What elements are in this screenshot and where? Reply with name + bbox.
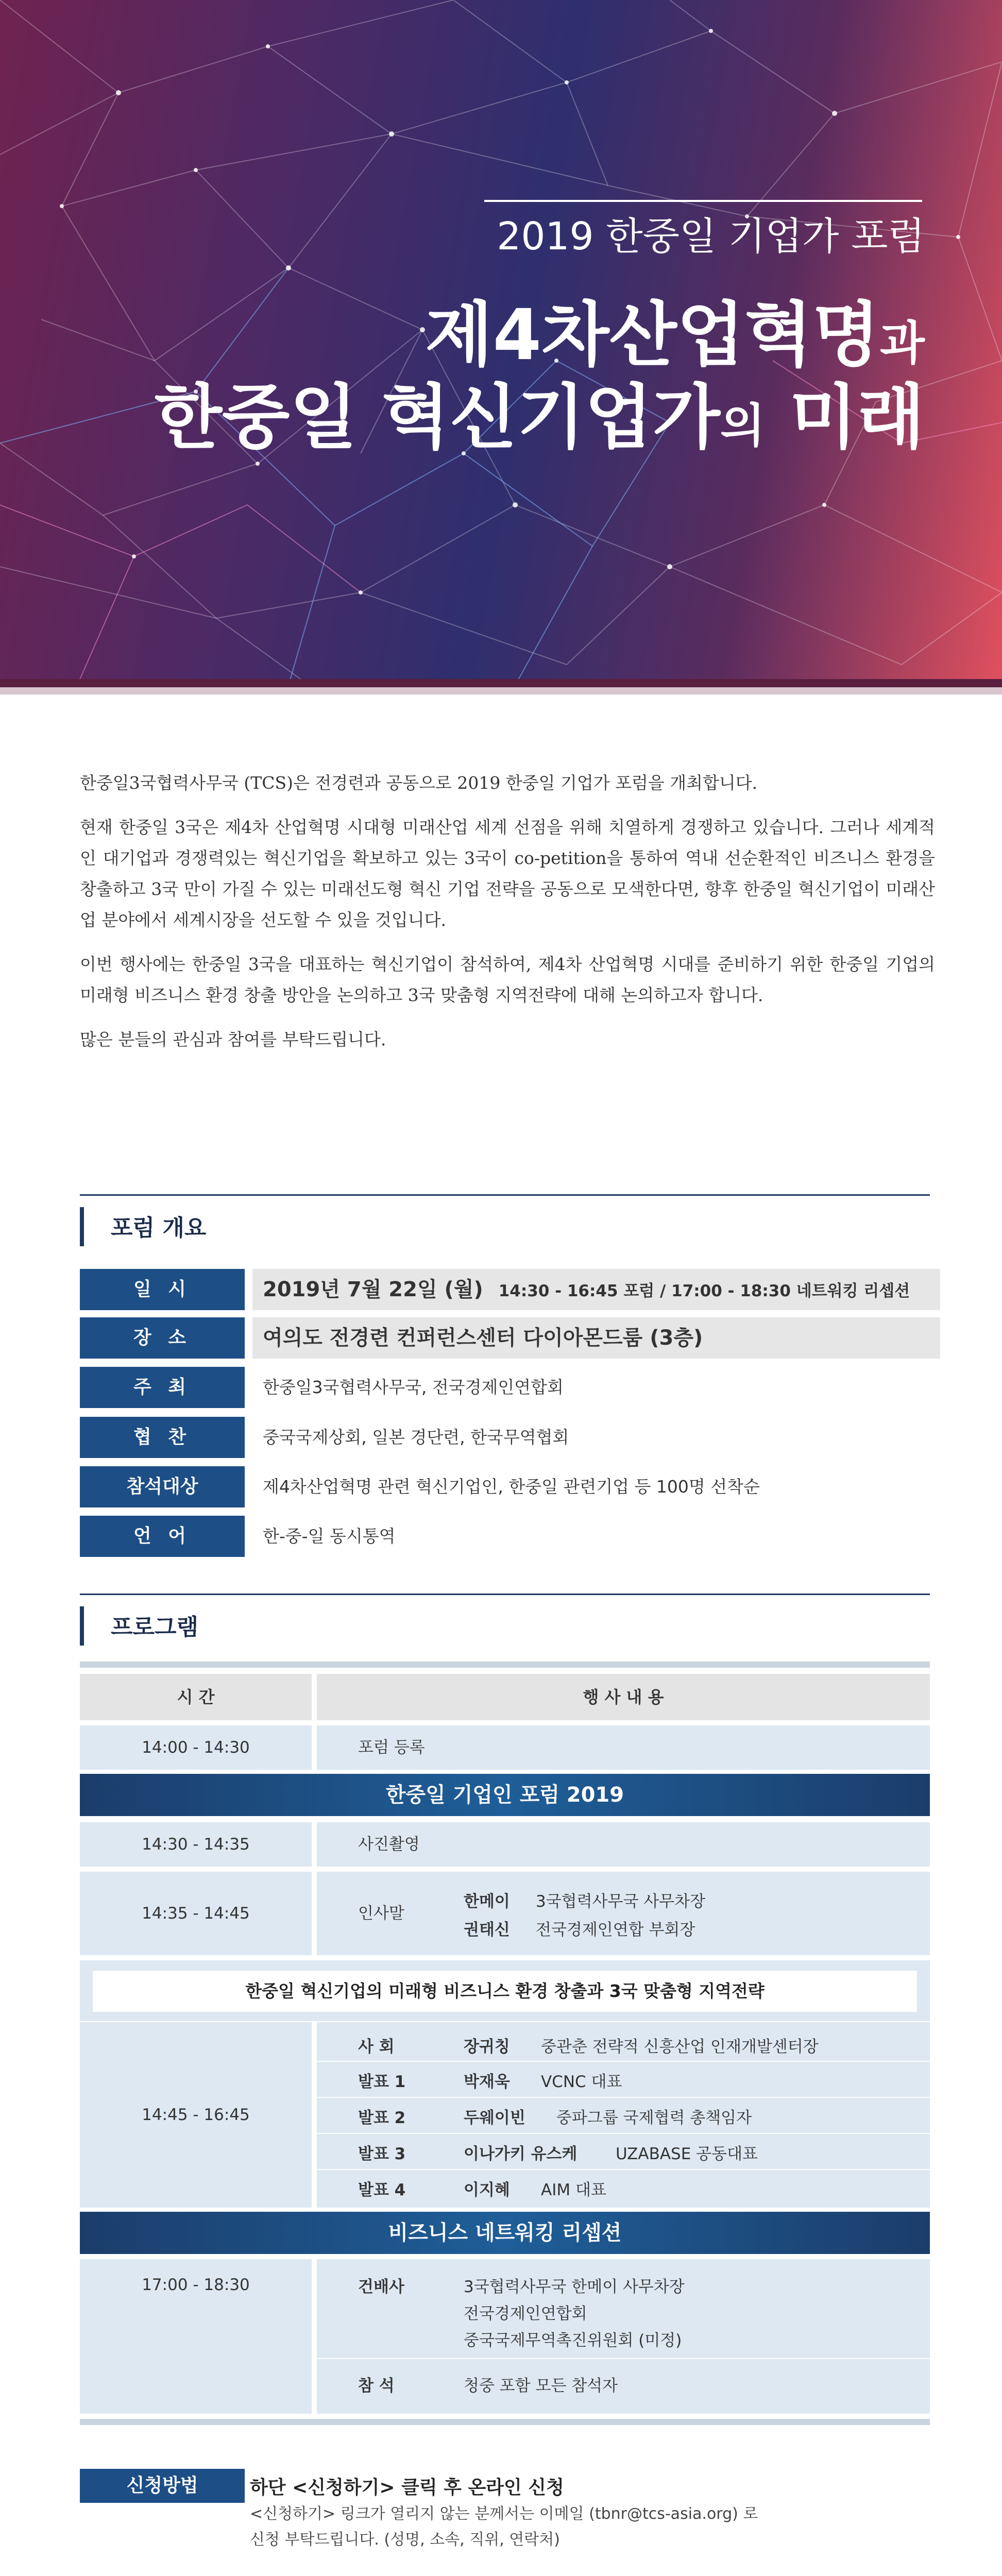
row-divider — [317, 2169, 930, 2170]
session-role: 사 회 — [358, 2038, 395, 2056]
session-name: 이나가키 유스케 — [464, 2145, 578, 2163]
session-org: 중파그룹 국제협력 총책임자 — [556, 2109, 752, 2127]
session-name: 이지혜 — [464, 2181, 510, 2199]
heading-bar — [80, 1606, 84, 1646]
toast-label: 건배사 — [358, 2278, 404, 2296]
greeting-title: 전국경제인연합 부회장 — [536, 1921, 695, 1939]
apply-title: 하단 <신청하기> 클릭 후 온라인 신청 — [250, 2477, 564, 2498]
overview-label: 협 찬 — [80, 1417, 245, 1458]
registration-event: 포럼 등록 — [358, 1738, 425, 1757]
overview-value: 한-중-일 동시통역 — [263, 1526, 396, 1546]
column-divider — [312, 2022, 317, 2208]
overview-label: 장 소 — [80, 1317, 245, 1359]
session-name: 두웨이빈 — [464, 2109, 525, 2127]
overview-heading-text: 포럼 개요 — [111, 1215, 207, 1241]
session-role: 발표 3 — [358, 2145, 406, 2163]
session-title: 한중일 혁신기업의 미래형 비즈니스 환경 창출과 3국 맞춤형 지역전략 — [93, 1971, 917, 2012]
banner-title-line2 — [155, 361, 925, 462]
date-value: 2019년 7월 22일 (월) — [263, 1278, 483, 1301]
session-name: 장귀칭 — [464, 2038, 510, 2056]
greeting-label: 인사말 — [358, 1904, 404, 1923]
toast-line: 전국경제인연합회 — [464, 2304, 587, 2323]
overview-row-target — [80, 1466, 930, 1507]
banner-stripe-light — [0, 687, 1002, 694]
attend-label: 참 석 — [358, 2377, 395, 2395]
session-band-reception: 비즈니스 네트워킹 리셉션 — [80, 2212, 930, 2254]
row-divider — [317, 2097, 930, 2098]
overview-label: 일 시 — [80, 1269, 245, 1310]
session-org: AIM 대표 — [541, 2181, 606, 2199]
intro-paragraph-3: 이번 행사에는 한중일 3국을 대표하는 혁신기업이 참석하여, 제4차 산업혁명 시대를 준비하기 위한 한중일 기업의 미래형 비즈니스 환경 창출 방안을 논의하고 3국 맞춤형 지역전략에 대해 논의하고자 합니다. — [80, 954, 935, 1005]
overview-row-venue — [80, 1317, 930, 1359]
toast-line: 중국국제무역촉진위원회 (미정) — [464, 2331, 682, 2350]
greeting-time: 14:35 - 14:45 — [142, 1904, 250, 1923]
reception-time: 17:00 - 18:30 — [142, 2276, 250, 2294]
overview-value: 제4차산업혁명 관련 혁신기업인, 한중일 관련기업 등 100명 선착순 — [263, 1477, 760, 1497]
intro-paragraph-2: 현재 한중일 3국은 제4차 산업혁명 시대형 미래산업 세계 선점을 위해 치열하게 경쟁하고 있습니다. 그러나 세계적인 대기업과 경쟁력있는 혁신기업을 확보하고 있는 3국이 co-petition을 통하여 역내 선순환적인 비즈니스 환경을 창출하고 3국 만이 가질 수 있는 미래선도형 혁신 기업 전략을 공동으로 모색한다면, 향후 한중일 혁신기업이 미래산업 분야에서 세계시장을 선도할 수 있을 것입니다. — [80, 817, 935, 930]
apply-label: 신청방법 — [80, 2469, 245, 2503]
session-time: 14:45 - 16:45 — [142, 2106, 250, 2124]
table-bottom-rule — [80, 2419, 930, 2425]
session-org: VCNC 대표 — [541, 2073, 622, 2091]
apply-line: 신청 부탁드립니다. (성명, 소속, 직위, 연락처) — [250, 2531, 560, 2549]
banner-stripe — [0, 679, 1002, 687]
overview-row-language — [80, 1516, 930, 1557]
time-value: 14:30 - 16:45 포럼 / 17:00 - 18:30 네트워킹 리셉션 — [498, 1282, 910, 1300]
session-org: 중관춘 전략적 신흥산업 인재개발센터장 — [541, 2038, 819, 2056]
overview-value: 중국국제상회, 일본 경단련, 한국무역협회 — [263, 1427, 569, 1447]
title-line1-suffix: 과 — [880, 316, 925, 370]
title-line1-main: 제4차산업혁명 — [425, 295, 880, 376]
overview-row-host — [80, 1367, 930, 1408]
toast-line: 3국협력사무국 한메이 사무차장 — [464, 2278, 685, 2296]
greeting-name: 한메이 — [464, 1892, 510, 1911]
banner-subtitle: 2019 한중일 기업가 포럼 — [497, 214, 925, 259]
overview-row-sponsor — [80, 1417, 930, 1458]
program-heading-text: 프로그램 — [111, 1614, 199, 1640]
session-org: UZABASE 공동대표 — [616, 2145, 758, 2163]
title-line2-suffix: 의 — [720, 399, 765, 453]
overview-value: 한중일3국협력사무국, 전국경제인연합회 — [263, 1377, 564, 1397]
heading-bar — [80, 1207, 84, 1246]
title-line2-a: 한중일 혁신기업가 — [154, 377, 720, 459]
session-band-forum: 한중일 기업인 포럼 2019 — [80, 1774, 930, 1816]
column-header-time: 시 간 — [80, 1674, 312, 1720]
intro-paragraph-1: 한중일3국협력사무국 (TCS)은 전경련과 공동으로 2019 한중일 기업가 포럼을 개최합니다. — [80, 773, 758, 793]
title-line2-b: 미래 — [765, 377, 925, 459]
intro-text — [80, 768, 935, 1069]
row-divider — [317, 2358, 930, 2359]
program-heading — [80, 1594, 930, 1648]
hero-banner — [0, 0, 1002, 685]
column-header-event: 행 사 내 용 — [317, 1674, 930, 1720]
photo-time: 14:30 - 14:35 — [142, 1835, 250, 1854]
greeting-title: 3국협력사무국 사무차장 — [536, 1892, 706, 1911]
title-rule — [484, 200, 922, 202]
overview-value: 여의도 전경련 컨퍼런스센터 다이아몬드룸 (3층) — [252, 1317, 940, 1359]
session-role: 발표 4 — [358, 2181, 406, 2199]
session-name: 박재욱 — [464, 2073, 510, 2091]
session-role: 발표 1 — [358, 2073, 406, 2091]
overview-label: 언 어 — [80, 1516, 245, 1557]
apply-line: <신청하기> 링크가 열리지 않는 분께서는 이메일 (tbnr@tcs-asia.org) 로 — [250, 2505, 758, 2523]
overview-row-date — [80, 1269, 930, 1310]
overview-label: 참석대상 — [80, 1466, 245, 1507]
table-top-rule — [80, 1662, 930, 1668]
greeting-name: 권태신 — [464, 1921, 510, 1939]
registration-time: 14:00 - 14:30 — [142, 1738, 250, 1757]
session-role: 발표 2 — [358, 2109, 406, 2127]
intro-paragraph-4: 많은 분들의 관심과 참여를 부탁드립니다. — [80, 1029, 386, 1049]
attend-value: 청중 포함 모든 참석자 — [464, 2377, 618, 2395]
overview-value — [252, 1269, 940, 1310]
table-cell — [317, 1872, 930, 1955]
overview-label: 주 최 — [80, 1367, 245, 1408]
overview-heading — [80, 1194, 930, 1248]
row-divider — [317, 2133, 930, 2134]
photo-event: 사진촬영 — [358, 1835, 420, 1854]
row-divider — [317, 2061, 930, 2062]
